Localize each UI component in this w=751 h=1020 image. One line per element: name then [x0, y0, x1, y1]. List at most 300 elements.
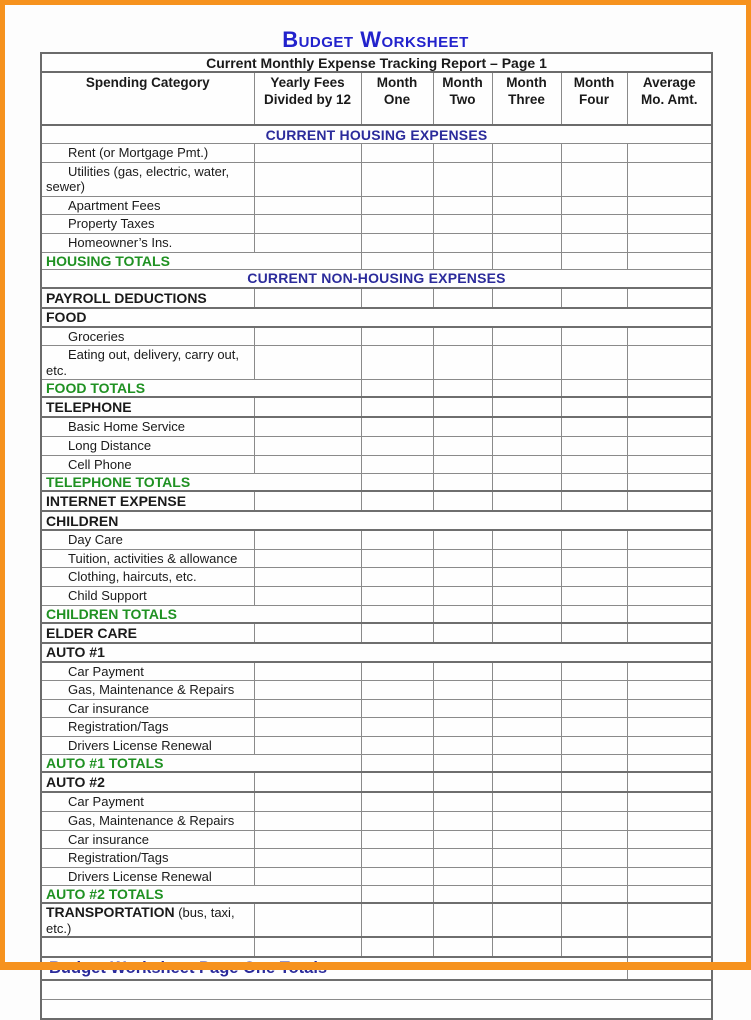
cell-average-mo-amt[interactable] — [627, 699, 712, 718]
grand-totals-label: Budget Worksheet Page One Totals — [41, 957, 627, 980]
cell-month-one[interactable] — [361, 162, 433, 196]
empty-label-cell — [41, 937, 254, 957]
category-label-auto-2: AUTO #2 — [41, 772, 254, 792]
column-header-month-four: Month Four — [561, 72, 627, 125]
cell-average-mo-amt[interactable] — [627, 196, 712, 215]
category-label-elder-care: ELDER CARE — [41, 623, 254, 643]
cell-month-four[interactable] — [561, 417, 627, 436]
cell-month-four[interactable] — [561, 849, 627, 868]
item-row — [41, 736, 712, 755]
cell-month-four[interactable] — [561, 886, 627, 904]
item-row — [41, 849, 712, 868]
cell-average-mo-amt[interactable] — [627, 144, 712, 163]
cell-month-three[interactable] — [492, 830, 561, 849]
cell-yearly-fees[interactable] — [254, 346, 361, 380]
column-header-month-two: Month Two — [433, 72, 492, 125]
totals-row — [41, 755, 712, 773]
item-label-gas-maintenance-repairs: Gas, Maintenance & Repairs — [41, 681, 254, 700]
cell-yearly-fees[interactable] — [254, 530, 361, 549]
cell-month-one[interactable] — [361, 812, 433, 831]
cell-month-two[interactable] — [433, 144, 492, 163]
item-row — [41, 530, 712, 549]
cell-yearly-fees[interactable] — [254, 830, 361, 849]
cell-yearly-fees[interactable] — [254, 233, 361, 252]
cell-month-three[interactable] — [492, 549, 561, 568]
totals-row — [41, 474, 712, 492]
totals-label-auto-1-totals: AUTO #1 TOTALS — [41, 755, 361, 773]
section-header-current-housing-expenses: CURRENT HOUSING EXPENSES — [41, 125, 712, 144]
cell-month-three[interactable] — [492, 867, 561, 886]
cell-month-three[interactable] — [492, 605, 561, 623]
cell-month-one[interactable] — [361, 233, 433, 252]
cell-month-two[interactable] — [433, 288, 492, 308]
cell-yearly-fees[interactable] — [254, 549, 361, 568]
cell-month-four[interactable] — [561, 830, 627, 849]
cell-month-one[interactable] — [361, 196, 433, 215]
totals-label-telephone-totals: TELEPHONE TOTALS — [41, 474, 361, 492]
cell-yearly-fees[interactable] — [254, 867, 361, 886]
cell-month-four[interactable] — [561, 937, 627, 957]
cell-average-mo-amt[interactable] — [627, 233, 712, 252]
empty-row — [41, 980, 712, 1000]
cell-month-two[interactable] — [433, 867, 492, 886]
cell-month-one[interactable] — [361, 417, 433, 436]
cell-month-three[interactable] — [492, 937, 561, 957]
cell-yearly-fees[interactable] — [254, 144, 361, 163]
item-row — [41, 215, 712, 234]
page-title: Budget Worksheet — [282, 27, 469, 52]
cell-month-three[interactable] — [492, 380, 561, 398]
cell-yearly-fees[interactable] — [254, 327, 361, 346]
cell-month-three[interactable] — [492, 772, 561, 792]
item-row — [41, 346, 712, 380]
section-header-current-non-housing-expenses: CURRENT NON-HOUSING EXPENSES — [41, 269, 712, 288]
category-label-text: TRANSPORTATION — [46, 904, 175, 921]
column-header-average-mo-amt: Average Mo. Amt. — [627, 72, 712, 125]
cell-average-mo-amt[interactable] — [627, 455, 712, 474]
cell-average-mo-amt[interactable] — [627, 662, 712, 681]
cell-month-three[interactable] — [492, 530, 561, 549]
cell-average-mo-amt[interactable] — [627, 252, 712, 269]
cell-month-two[interactable] — [433, 530, 492, 549]
cell-month-one[interactable] — [361, 772, 433, 792]
cell-month-one[interactable] — [361, 474, 433, 492]
category-label-payroll-deductions: PAYROLL DEDUCTIONS — [41, 288, 254, 308]
cell-average-mo-amt[interactable] — [627, 792, 712, 811]
column-header-yearly-fees: Yearly Fees Divided by 12 — [254, 72, 361, 125]
category-row — [41, 643, 712, 662]
cell-average-mo-amt[interactable] — [627, 436, 712, 455]
cell-yearly-fees[interactable] — [254, 849, 361, 868]
cell-yearly-fees[interactable] — [254, 681, 361, 700]
cell-yearly-fees[interactable] — [254, 196, 361, 215]
cell-month-three[interactable] — [492, 346, 561, 380]
category-label-internet-expense: INTERNET EXPENSE — [41, 491, 254, 511]
cell-average-mo-amt[interactable] — [627, 867, 712, 886]
cell-month-one[interactable] — [361, 623, 433, 643]
budget-worksheet-table — [40, 52, 713, 1020]
item-row — [41, 568, 712, 587]
totals-row — [41, 380, 712, 398]
cell-month-two[interactable] — [433, 474, 492, 492]
cell-yearly-fees[interactable] — [254, 903, 361, 937]
item-label-eating-out-delivery-carry-out-etc: Eating out, delivery, carry out, etc. — [41, 346, 254, 380]
cell-month-two[interactable] — [433, 812, 492, 831]
cell-month-four[interactable] — [561, 144, 627, 163]
cell-average-mo-amt[interactable] — [627, 886, 712, 904]
cell-month-one[interactable] — [361, 252, 433, 269]
cell-month-two[interactable] — [433, 380, 492, 398]
cell-month-four[interactable] — [561, 455, 627, 474]
item-label-car-insurance: Car insurance — [41, 830, 254, 849]
category-label-children: CHILDREN — [41, 511, 712, 530]
cell-yearly-fees[interactable] — [254, 397, 361, 417]
cell-month-two[interactable] — [433, 346, 492, 380]
category-row — [41, 308, 712, 327]
item-label-registration-tags: Registration/Tags — [41, 849, 254, 868]
cell-month-two[interactable] — [433, 568, 492, 587]
report-title-row — [41, 53, 712, 72]
cell-average-mo-amt[interactable] — [627, 681, 712, 700]
item-label-child-support: Child Support — [41, 586, 254, 605]
totals-label-housing-totals: HOUSING TOTALS — [41, 252, 361, 269]
cell-month-one[interactable] — [361, 681, 433, 700]
cell-month-one[interactable] — [361, 662, 433, 681]
cell-average-mo-amt[interactable] — [627, 957, 712, 980]
cell-month-four[interactable] — [561, 699, 627, 718]
totals-row — [41, 252, 712, 269]
cell-month-four[interactable] — [561, 586, 627, 605]
item-label-rent-or-mortgage-pmt: Rent (or Mortgage Pmt.) — [41, 144, 254, 163]
cell-month-two[interactable] — [433, 772, 492, 792]
cell-month-two[interactable] — [433, 327, 492, 346]
cell-yearly-fees[interactable] — [254, 718, 361, 737]
cell-average-mo-amt[interactable] — [627, 586, 712, 605]
cell-month-four[interactable] — [561, 812, 627, 831]
cell-month-one[interactable] — [361, 346, 433, 380]
column-header-month-one: Month One — [361, 72, 433, 125]
cell-average-mo-amt[interactable] — [627, 903, 712, 937]
cell-month-one[interactable] — [361, 380, 433, 398]
item-row — [41, 867, 712, 886]
cell-yearly-fees[interactable] — [254, 568, 361, 587]
cell-month-one[interactable] — [361, 530, 433, 549]
totals-row — [41, 605, 712, 623]
cell-month-four[interactable] — [561, 215, 627, 234]
cell-month-two[interactable] — [433, 886, 492, 904]
cell-month-four[interactable] — [561, 718, 627, 737]
cell-month-three[interactable] — [492, 162, 561, 196]
item-row — [41, 699, 712, 718]
cell-month-two[interactable] — [433, 397, 492, 417]
cell-average-mo-amt[interactable] — [627, 491, 712, 511]
item-row — [41, 327, 712, 346]
cell-month-three[interactable] — [492, 233, 561, 252]
cell-average-mo-amt[interactable] — [627, 380, 712, 398]
cell-month-four[interactable] — [561, 568, 627, 587]
cell-month-two[interactable] — [433, 455, 492, 474]
cell-month-three[interactable] — [492, 903, 561, 937]
cell-month-three[interactable] — [492, 327, 561, 346]
cell-month-one[interactable] — [361, 903, 433, 937]
category-row — [41, 903, 712, 937]
cell-month-one[interactable] — [361, 830, 433, 849]
cell-month-four[interactable] — [561, 196, 627, 215]
cell-month-two[interactable] — [433, 196, 492, 215]
cell-month-two[interactable] — [433, 417, 492, 436]
cell-month-two[interactable] — [433, 252, 492, 269]
cell-month-three[interactable] — [492, 568, 561, 587]
cell-month-three[interactable] — [492, 662, 561, 681]
cell-month-two[interactable] — [433, 436, 492, 455]
cell-average-mo-amt[interactable] — [627, 568, 712, 587]
cell-month-one[interactable] — [361, 792, 433, 811]
cell-month-one[interactable] — [361, 736, 433, 755]
cell-average-mo-amt[interactable] — [627, 772, 712, 792]
cell-average-mo-amt[interactable] — [627, 417, 712, 436]
cell-month-four[interactable] — [561, 233, 627, 252]
empty-merged-cell[interactable] — [41, 980, 712, 1000]
cell-yearly-fees[interactable] — [254, 736, 361, 755]
item-label-tuition-activities-allowance: Tuition, activities & allowance — [41, 549, 254, 568]
cell-average-mo-amt[interactable] — [627, 736, 712, 755]
cell-yearly-fees[interactable] — [254, 455, 361, 474]
item-row — [41, 417, 712, 436]
cell-month-three[interactable] — [492, 681, 561, 700]
cell-average-mo-amt[interactable] — [627, 327, 712, 346]
cell-yearly-fees[interactable] — [254, 623, 361, 643]
cell-month-four[interactable] — [561, 736, 627, 755]
cell-month-two[interactable] — [433, 549, 492, 568]
cell-month-four[interactable] — [561, 288, 627, 308]
item-label-property-taxes: Property Taxes — [41, 215, 254, 234]
item-label-cell-phone: Cell Phone — [41, 455, 254, 474]
column-header-month-three: Month Three — [492, 72, 561, 125]
category-label-suffix: (bus, taxi, etc.) — [46, 905, 235, 937]
cell-month-two[interactable] — [433, 662, 492, 681]
cell-month-three[interactable] — [492, 755, 561, 773]
cell-month-three[interactable] — [492, 849, 561, 868]
cell-month-four[interactable] — [561, 327, 627, 346]
item-row — [41, 196, 712, 215]
item-label-groceries: Groceries — [41, 327, 254, 346]
cell-average-mo-amt[interactable] — [627, 474, 712, 492]
cell-month-three[interactable] — [492, 436, 561, 455]
item-label-clothing-haircuts-etc: Clothing, haircuts, etc. — [41, 568, 254, 587]
cell-yearly-fees[interactable] — [254, 417, 361, 436]
cell-month-three[interactable] — [492, 417, 561, 436]
cell-yearly-fees[interactable] — [254, 215, 361, 234]
category-label-auto-1: AUTO #1 — [41, 643, 712, 662]
cell-month-two[interactable] — [433, 699, 492, 718]
cell-month-two[interactable] — [433, 849, 492, 868]
cell-month-two[interactable] — [433, 605, 492, 623]
cell-yearly-fees[interactable] — [254, 436, 361, 455]
cell-month-four[interactable] — [561, 436, 627, 455]
cell-month-two[interactable] — [433, 792, 492, 811]
item-row — [41, 233, 712, 252]
item-label-day-care: Day Care — [41, 530, 254, 549]
cell-average-mo-amt[interactable] — [627, 346, 712, 380]
item-row — [41, 586, 712, 605]
cell-month-one[interactable] — [361, 586, 433, 605]
cell-month-four[interactable] — [561, 397, 627, 417]
cell-month-two[interactable] — [433, 162, 492, 196]
cell-average-mo-amt[interactable] — [627, 812, 712, 831]
cell-month-three[interactable] — [492, 718, 561, 737]
cell-month-four[interactable] — [561, 491, 627, 511]
cell-month-two[interactable] — [433, 755, 492, 773]
cell-month-four[interactable] — [561, 772, 627, 792]
cell-month-one[interactable] — [361, 718, 433, 737]
cell-month-four[interactable] — [561, 867, 627, 886]
cell-month-two[interactable] — [433, 681, 492, 700]
cell-yearly-fees[interactable] — [254, 586, 361, 605]
item-row — [41, 662, 712, 681]
cell-month-one[interactable] — [361, 699, 433, 718]
cell-month-two[interactable] — [433, 903, 492, 937]
cell-average-mo-amt[interactable] — [627, 397, 712, 417]
cell-month-three[interactable] — [492, 699, 561, 718]
cell-month-three[interactable] — [492, 397, 561, 417]
grand-totals-row — [41, 957, 712, 980]
cell-month-one[interactable] — [361, 755, 433, 773]
cell-month-three[interactable] — [492, 586, 561, 605]
cell-month-one[interactable] — [361, 397, 433, 417]
cell-month-four[interactable] — [561, 380, 627, 398]
cell-month-four[interactable] — [561, 605, 627, 623]
item-label-gas-maintenance-repairs: Gas, Maintenance & Repairs — [41, 812, 254, 831]
section-header-row — [41, 125, 712, 144]
cell-month-two[interactable] — [433, 718, 492, 737]
column-header-spending-category: Spending Category — [41, 72, 254, 125]
cell-month-two[interactable] — [433, 937, 492, 957]
cell-month-three[interactable] — [492, 288, 561, 308]
cell-month-two[interactable] — [433, 215, 492, 234]
item-label-registration-tags: Registration/Tags — [41, 718, 254, 737]
cell-average-mo-amt[interactable] — [627, 718, 712, 737]
cell-month-one[interactable] — [361, 436, 433, 455]
totals-row — [41, 886, 712, 904]
item-label-apartment-fees: Apartment Fees — [41, 196, 254, 215]
cell-average-mo-amt[interactable] — [627, 530, 712, 549]
cell-month-three[interactable] — [492, 215, 561, 234]
totals-label-auto-2-totals: AUTO #2 TOTALS — [41, 886, 361, 904]
cell-average-mo-amt[interactable] — [627, 937, 712, 957]
item-row — [41, 812, 712, 831]
cell-month-two[interactable] — [433, 736, 492, 755]
cell-month-one[interactable] — [361, 937, 433, 957]
cell-average-mo-amt[interactable] — [627, 849, 712, 868]
cell-yearly-fees[interactable] — [254, 812, 361, 831]
cell-month-three[interactable] — [492, 792, 561, 811]
item-row — [41, 681, 712, 700]
cell-month-two[interactable] — [433, 233, 492, 252]
cell-yearly-fees[interactable] — [254, 288, 361, 308]
cell-month-three[interactable] — [492, 474, 561, 492]
cell-month-three[interactable] — [492, 812, 561, 831]
cell-average-mo-amt[interactable] — [627, 830, 712, 849]
item-row — [41, 455, 712, 474]
category-row — [41, 511, 712, 530]
cell-average-mo-amt[interactable] — [627, 755, 712, 773]
cell-month-two[interactable] — [433, 830, 492, 849]
cell-month-four[interactable] — [561, 549, 627, 568]
category-row — [41, 288, 712, 308]
cell-month-three[interactable] — [492, 886, 561, 904]
cell-month-two[interactable] — [433, 623, 492, 643]
cell-yearly-fees[interactable] — [254, 772, 361, 792]
cell-month-four[interactable] — [561, 474, 627, 492]
cell-month-three[interactable] — [492, 455, 561, 474]
cell-month-one[interactable] — [361, 144, 433, 163]
cell-yearly-fees[interactable] — [254, 162, 361, 196]
cell-month-three[interactable] — [492, 736, 561, 755]
cell-yearly-fees[interactable] — [254, 937, 361, 957]
cell-month-one[interactable] — [361, 327, 433, 346]
cell-month-two[interactable] — [433, 491, 492, 511]
cell-month-three[interactable] — [492, 491, 561, 511]
cell-month-four[interactable] — [561, 792, 627, 811]
cell-month-three[interactable] — [492, 623, 561, 643]
cell-average-mo-amt[interactable] — [627, 605, 712, 623]
cell-month-one[interactable] — [361, 867, 433, 886]
item-label-utilities-gas-electric-water-sewer: Utilities (gas, electric, water, sewer) — [41, 162, 254, 196]
cell-average-mo-amt[interactable] — [627, 288, 712, 308]
cell-month-three[interactable] — [492, 144, 561, 163]
cell-month-four[interactable] — [561, 681, 627, 700]
budget-table-body — [41, 53, 712, 1019]
cell-yearly-fees[interactable] — [254, 662, 361, 681]
cell-month-one[interactable] — [361, 288, 433, 308]
cell-month-four[interactable] — [561, 530, 627, 549]
totals-label-food-totals: FOOD TOTALS — [41, 380, 361, 398]
empty-merged-cell[interactable] — [41, 1000, 712, 1020]
cell-month-four[interactable] — [561, 252, 627, 269]
cell-average-mo-amt[interactable] — [627, 162, 712, 196]
category-label-telephone: TELEPHONE — [41, 397, 254, 417]
cell-month-one[interactable] — [361, 849, 433, 868]
category-row — [41, 772, 712, 792]
cell-month-one[interactable] — [361, 886, 433, 904]
empty-row — [41, 937, 712, 957]
cell-month-one[interactable] — [361, 549, 433, 568]
cell-average-mo-amt[interactable] — [627, 623, 712, 643]
section-header-row — [41, 269, 712, 288]
cell-month-four[interactable] — [561, 162, 627, 196]
cell-yearly-fees[interactable] — [254, 491, 361, 511]
cell-average-mo-amt[interactable] — [627, 549, 712, 568]
item-row — [41, 436, 712, 455]
cell-month-one[interactable] — [361, 215, 433, 234]
cell-month-four[interactable] — [561, 623, 627, 643]
cell-month-four[interactable] — [561, 755, 627, 773]
cell-month-two[interactable] — [433, 586, 492, 605]
cell-average-mo-amt[interactable] — [627, 215, 712, 234]
cell-month-one[interactable] — [361, 605, 433, 623]
cell-month-four[interactable] — [561, 346, 627, 380]
cell-month-one[interactable] — [361, 491, 433, 511]
cell-yearly-fees[interactable] — [254, 699, 361, 718]
cell-yearly-fees[interactable] — [254, 792, 361, 811]
cell-month-three[interactable] — [492, 196, 561, 215]
cell-month-four[interactable] — [561, 903, 627, 937]
item-label-car-insurance: Car insurance — [41, 699, 254, 718]
cell-month-four[interactable] — [561, 662, 627, 681]
cell-month-three[interactable] — [492, 252, 561, 269]
cell-month-one[interactable] — [361, 455, 433, 474]
cell-month-one[interactable] — [361, 568, 433, 587]
